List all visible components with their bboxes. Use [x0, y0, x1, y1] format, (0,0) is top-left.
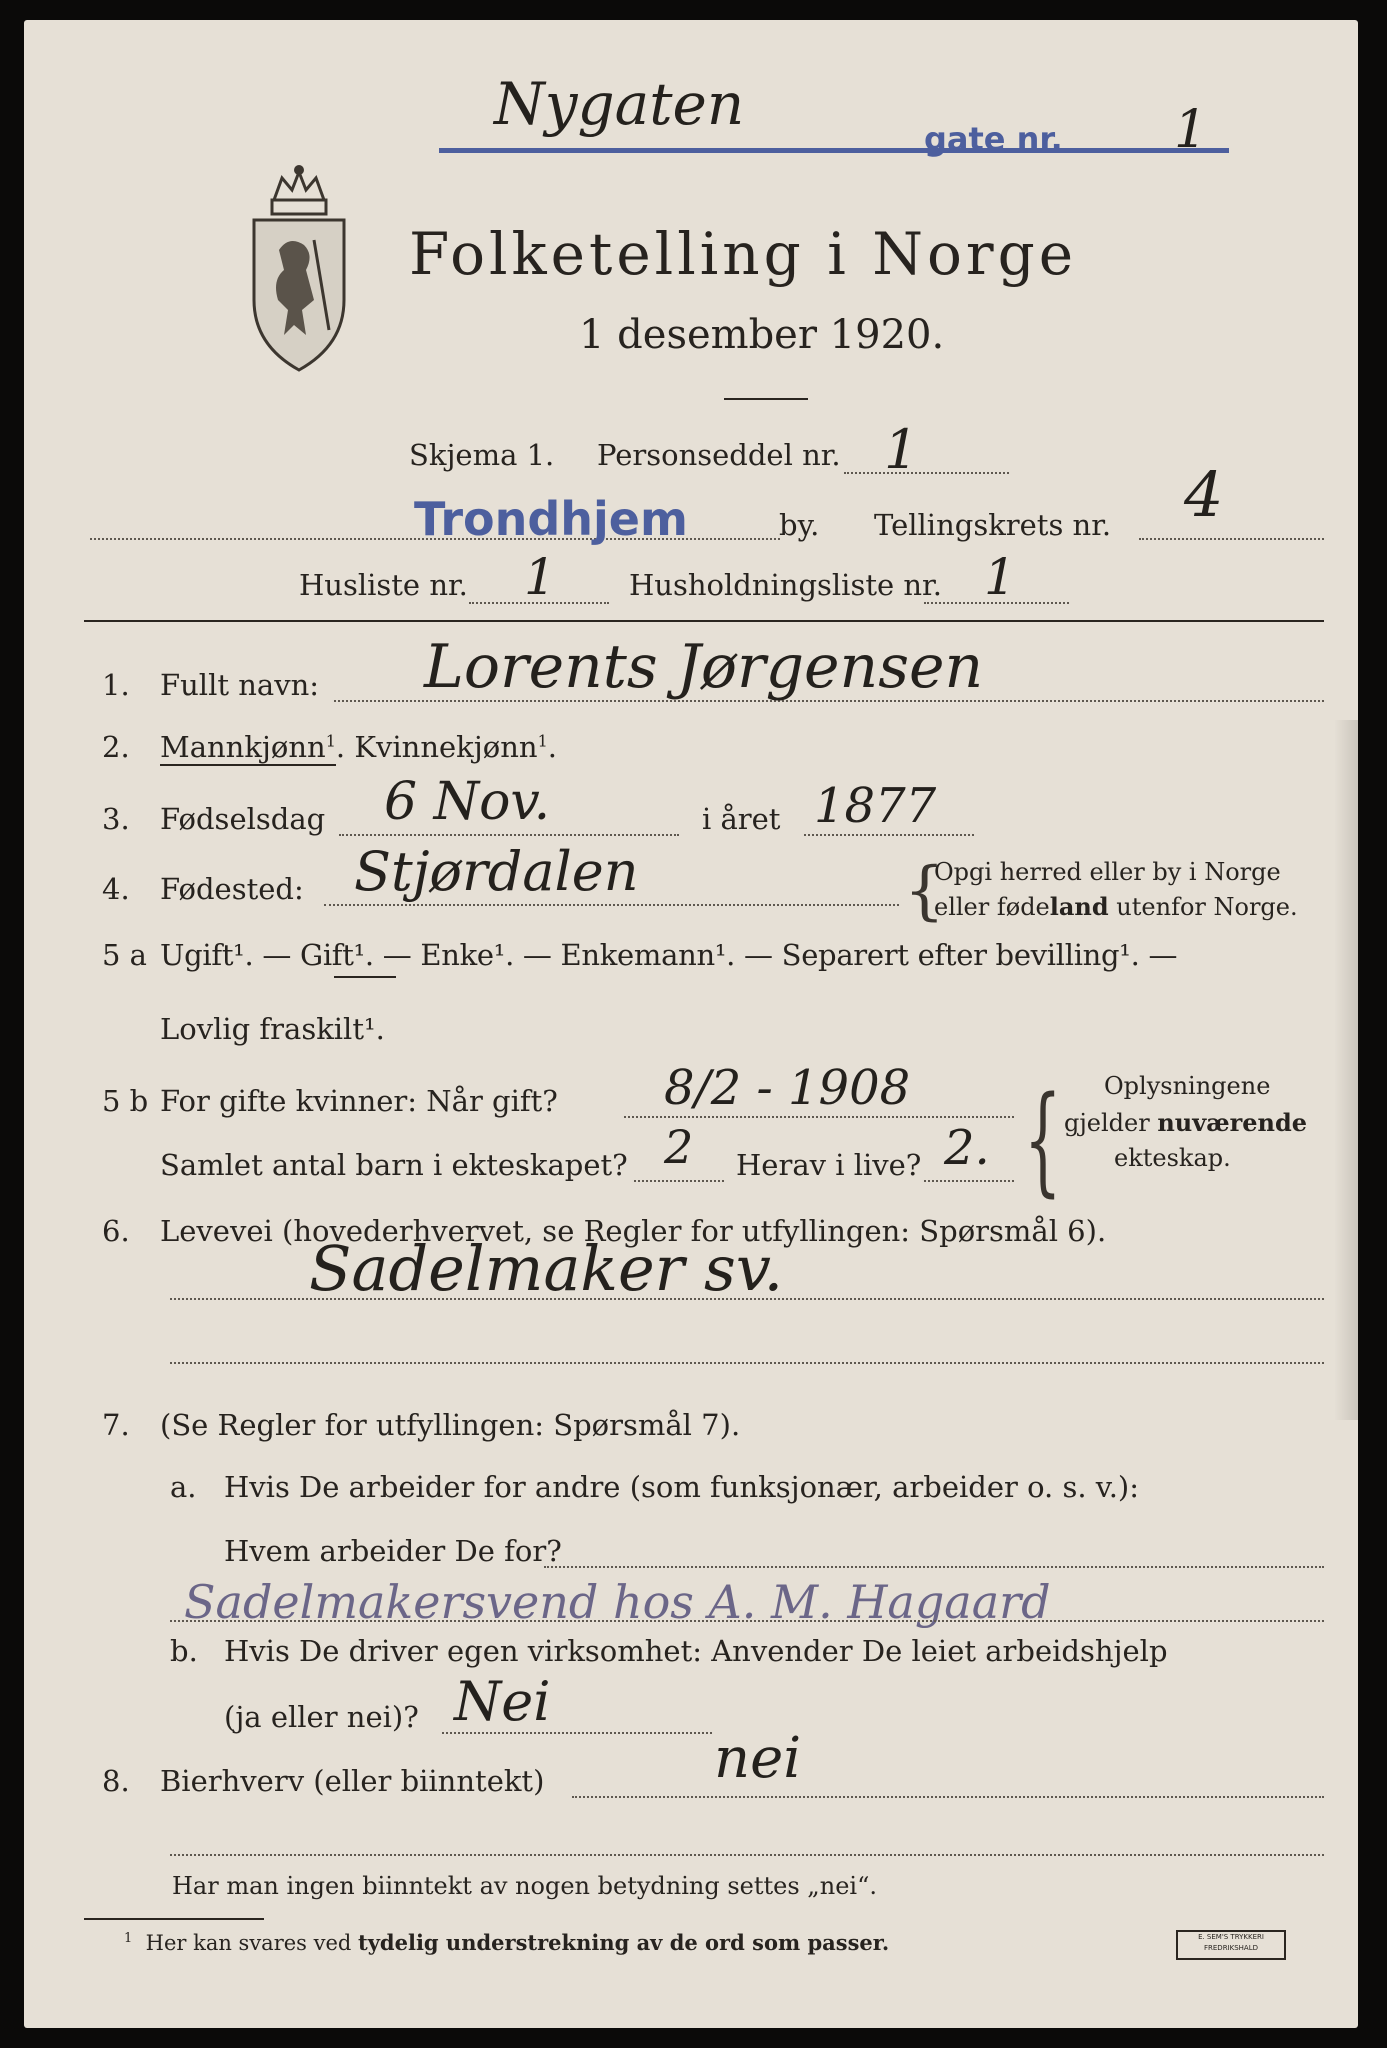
q4-note-line1: Opgi herred eller by i Norge: [934, 858, 1281, 886]
coat-of-arms-icon: [244, 160, 354, 380]
q8-line2: [170, 1854, 1324, 1856]
census-date: 1 desember 1920.: [579, 312, 945, 358]
q8-value: nei: [714, 1726, 802, 1791]
q1-label: Fullt navn:: [160, 668, 320, 702]
street-printed-label: gate nr.: [924, 120, 1063, 158]
q7-b-question: (ja eller nei)?: [224, 1700, 419, 1734]
q6-line2: [170, 1362, 1324, 1364]
q3-year-value: 1877: [814, 778, 937, 834]
q6-label: Levevei (hovederhvervet, se Regler for utfyllingen: Spørsmål 6).: [160, 1214, 1107, 1248]
q7-a-line1: [544, 1566, 1324, 1568]
q7-a-line2: [170, 1620, 1324, 1622]
q7-a-letter: a.: [170, 1470, 197, 1504]
q4-line: [324, 904, 899, 906]
footnote-bold: tydelig understrekning av de ord som passer.: [358, 1930, 890, 1955]
q2-end: .: [547, 730, 557, 764]
q5b-married-value: 8/2 - 1908: [664, 1060, 911, 1116]
by-label: by.: [779, 508, 820, 542]
street-number: 1: [1174, 100, 1208, 160]
q7-b-value: Nei: [454, 1670, 551, 1733]
q1-number: 1.: [102, 668, 130, 702]
q5b-married-label: For gifte kvinner: Når gift?: [160, 1084, 558, 1118]
q2-male-option: [160, 730, 336, 766]
form-title: Folketelling i Norge: [409, 220, 1078, 288]
q5b-married-line: [624, 1116, 1014, 1118]
footnote-divider: [84, 1918, 264, 1920]
printer-line2: FREDRIKSHALD: [1203, 1944, 1258, 1952]
q4-brace: {: [904, 854, 945, 928]
q8-line: [572, 1796, 1324, 1798]
tellingskrets-label: Tellingskrets nr.: [874, 508, 1112, 542]
q7-b-letter: b.: [170, 1634, 198, 1668]
printer-line1: E. SEM'S TRYKKERI: [1198, 1933, 1264, 1941]
q4-note-line2: [934, 892, 1298, 921]
q3-day-value: 6 Nov.: [384, 772, 551, 832]
footnote: [124, 1930, 889, 1955]
edge-fold: [1334, 720, 1358, 1420]
title-divider: [724, 398, 808, 400]
personseddel-value: 1: [884, 418, 919, 481]
q5a-gift-underline: [334, 976, 396, 978]
q5a-number: 5 a: [102, 938, 147, 972]
street-strike-line: [439, 148, 1229, 153]
q3-year-label: i året: [702, 802, 781, 836]
husholdning-value: 1: [984, 548, 1016, 606]
printer-mark: [1176, 1930, 1286, 1960]
personseddel-line: [844, 472, 1009, 474]
husholdning-label: Husholdningsliste nr.: [629, 568, 942, 602]
q7-b-text: Hvis De driver egen virksomhet: Anvender De leiet arbeidshjelp: [224, 1634, 1168, 1668]
q5b-alive-line: [924, 1180, 1014, 1182]
husliste-label: Husliste nr.: [299, 568, 468, 602]
q5b-note2: [1064, 1108, 1307, 1137]
q2-female-label: Kvinnekjønn: [354, 730, 538, 764]
q5a-line2: Lovlig fraskilt¹.: [160, 1012, 385, 1046]
q3-label: Fødselsdag: [160, 802, 326, 836]
footnote-pre: Her kan svares ved: [145, 1931, 359, 1955]
tellingskrets-line: [1139, 538, 1324, 540]
q4-note-bold: land: [1049, 892, 1109, 921]
footnote-mark: 1: [124, 1931, 133, 1946]
q3-number: 3.: [102, 802, 130, 836]
street-handwritten: Nygaten: [494, 70, 745, 138]
q5b-alive-value: 2.: [944, 1120, 990, 1176]
q6-number: 6.: [102, 1214, 130, 1248]
q5a-line1: Ugift¹. — Gift¹. — Enke¹. — Enkemann¹. — Separert efter bevilling¹. —: [160, 938, 1178, 972]
q8-number: 8.: [102, 1764, 130, 1798]
q2-male-label: Mannkjønn: [160, 730, 326, 764]
q5b-note2-pre: gjelder: [1064, 1109, 1158, 1137]
q7-a-text: Hvis De arbeider for andre (som funksjonær, arbeider o. s. v.):: [224, 1470, 1140, 1504]
q4-note-post: utenfor Norge.: [1108, 893, 1298, 921]
q4-value: Stjørdalen: [354, 840, 639, 903]
q7-a-question: Hvem arbeider De for?: [224, 1534, 562, 1568]
q4-label: Fødested:: [160, 872, 304, 906]
q7-a-value: Sadelmakersvend hos A. M. Hagaard: [184, 1575, 1051, 1629]
skjema-label: Skjema 1.: [409, 438, 555, 472]
q5b-children-line: [634, 1180, 724, 1182]
q6-value: Sadelmaker sv.: [309, 1232, 784, 1305]
q5b-note3: ekteskap.: [1114, 1144, 1231, 1172]
husliste-value: 1: [524, 548, 556, 606]
q5b-brace: {: [1024, 1070, 1062, 1208]
q3-year-line: [804, 834, 974, 836]
q5b-children-label: Samlet antal barn i ekteskapet?: [160, 1148, 628, 1182]
q5b-alive-label: Herav i live?: [736, 1148, 922, 1182]
q2-separator: .: [335, 730, 346, 764]
q8-label: Bierhverv (eller biinntekt): [160, 1764, 545, 1798]
q5b-number: 5 b: [102, 1084, 149, 1118]
city-stamp: Trondhjem: [414, 492, 688, 546]
q7-number: 7.: [102, 1408, 130, 1442]
census-form: [24, 20, 1358, 2028]
q5b-note2-bold: nuværende: [1157, 1108, 1308, 1137]
q5b-note1: Oplysningene: [1104, 1072, 1271, 1100]
q2-female-sup: 1: [537, 731, 548, 751]
q2-number: 2.: [102, 730, 130, 764]
q4-number: 4.: [102, 872, 130, 906]
q5b-children-value: 2: [664, 1120, 694, 1174]
footer-note: Har man ingen biinntekt av nogen betydning settes „nei“.: [172, 1872, 877, 1900]
q7-label: (Se Regler for utfyllingen: Spørsmål 7).: [160, 1408, 741, 1442]
personseddel-label: Personseddel nr.: [597, 438, 841, 472]
q1-value: Lorents Jørgensen: [424, 632, 984, 702]
header-separator: [84, 620, 1324, 622]
q2-male-sup: 1: [325, 731, 336, 751]
tellingskrets-value: 4: [1184, 458, 1224, 531]
q4-note-pre: eller føde: [934, 893, 1050, 921]
q3-day-line: [339, 834, 679, 836]
q2-options: [160, 730, 557, 764]
